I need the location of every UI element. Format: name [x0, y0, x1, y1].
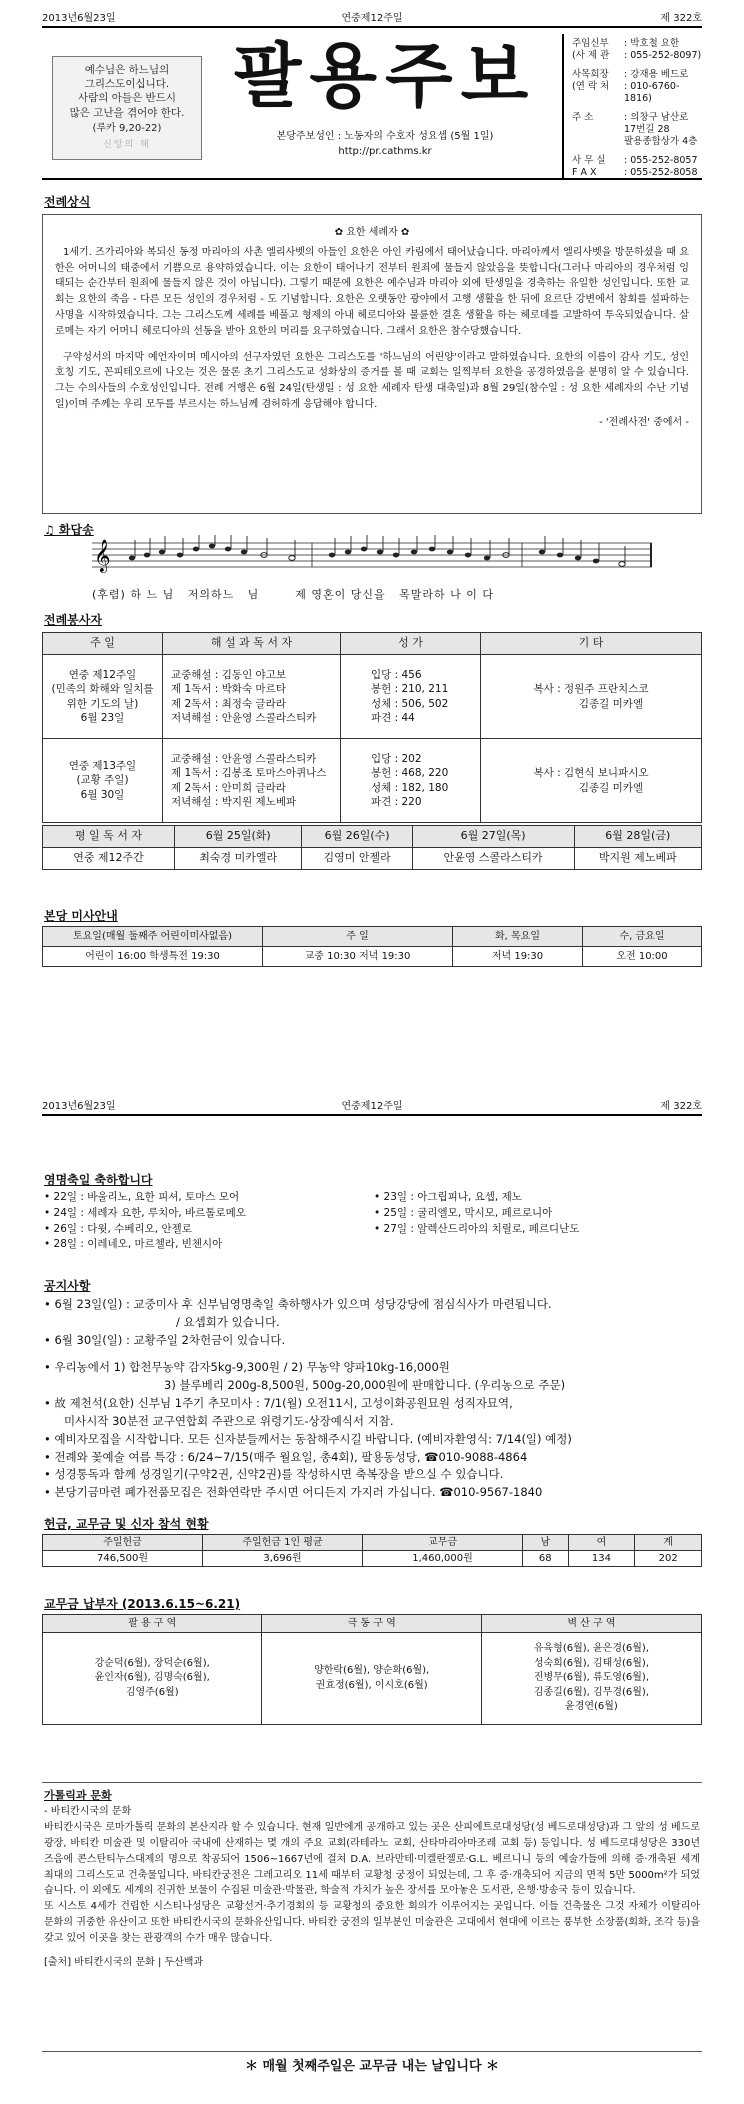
list-item: • 22일 : 바울리노, 요한 피셔, 토마스 모어 [44, 1191, 240, 1203]
table-row: 연중 제13주일 (교황 주일) 6월 30일 교중해설 : 안윤영 스콜라스티카 제 1독서 : 김봉조 토마스아퀴나스 제 2독서 : 안미희 글라라 저녁해설 : 박지원 제노베파 입당 : 202 봉헌 : 468, 220 성체 : 182, 180 파견 : 220 복사 : 김현식 보니파시오 김종길 미카엘 [43, 739, 702, 823]
notice-item: • 예비자모집을 시작합니다. 모든 신자분들께서는 동참해주시길 바랍니다. (예비자환영식: 7/14(일) 예정) [44, 1431, 572, 1446]
liturgy-heading: 전례상식 [44, 195, 91, 209]
article-paragraph: 1세기. 즈가리아와 복되신 동정 마리아의 사촌 엘리사벳의 아들인 요한은 아인 카림에서 태어났습니다. 마리아께서 엘리사벳을 방문하셨을 때 요한은 어머니의 태중에서 기쁨으로 용약하였습니다. 이는 요한이 태어나기 전부터 원죄에 물들지 않았음을 뜻합니다(그러나 마리아의 경우처럼 잉태되는 순간부터 원죄에 물들지 않은 것이 아닙니다). 그렇기 때문에 요한은 예수님과 마리아 외에 탄생일을 경축하는 유일한 성인입니다. 또한 교회는 요한의 죽음 - 다른 모든 성인의 경우처럼 - 도 기념합니다. 요한은 오랫동안 광야에서 고행 생활을 한 뒤에 요르단 강변에서 참회를 설파하는 사명을 시작하였습니다. 그는 그리스도께 세례를 베풀고 형제의 아내 헤로디아와 불륜한 결혼 생활을 하는 헤로데를 고발하여 투옥되었습니다. 살로메는 자기 어머니 헤로디아의 선동을 받아 요한의 머리를 요구하였습니다. 그래서 요한은 참수당했습니다. [55, 246, 689, 337]
info-row: 사 무 실 : 055-252-8057 [572, 154, 698, 166]
liturgy-article [42, 214, 702, 514]
column-header: 기 타 [481, 633, 702, 655]
notice-item: • 우리농에서 1) 합천무농약 감자5kg-9,300원 / 2) 무농약 양파10kg-16,000원 [44, 1360, 450, 1375]
notice-item: 3) 블루베리 200g-8,500원, 500g-20,000원에 판매합니다. (우리농으로 주문) [164, 1378, 566, 1393]
weekday-readers-table [42, 825, 702, 870]
list-item: • 25일 : 굴리엘모, 막시모, 페르로니아 [374, 1206, 553, 1219]
table-row: 746,500원 3,696원 1,460,000원 68 134 202 [43, 1551, 702, 1567]
article-subtitle: - 바티칸시국의 문화 [44, 1806, 132, 1818]
notices-list [44, 1296, 704, 1502]
article-source: [출처] 바티칸시국의 문화 | 두산백과 [44, 1956, 204, 1968]
verse-line: 예수님은 하느님의 [84, 64, 170, 76]
liturgical-week: 연중제12주일 [341, 13, 403, 24]
servers-table-wrap [42, 632, 702, 870]
article-paragraph: 바티칸시국은 로마가톨릭 문화의 본산지라 할 수 있습니다. 현재 일반에게 공개하고 있는 곳은 산피에트로대성당(성 베드로대성당)과 그 앞의 성 베드로 광장, 바티칸 미술관 및 이탈리아 국내에 산재하는 몇 개의 주요 교회(라테라노 교회, 산타마리아마조레 교회 등) 등입니다. 성 베드로대성당은 330년 즈음에 콘스탄티누스대제의 명으로 착공되어 1506~1667년에 걸쳐 D.A. 브라만테·미켈란젤로·G.L. 베르니니 등의 예술가들에 의해 증·개축된 세계 최대의 그리스도교 건축물입니다. 바티칸궁전은 그레고리오 11세 때부터 교황청 궁정이 되었는데, 그 후 증·개축되어 지금의 면적 5만 5000m²가 되었습니다. 이 외에도 세계의 진귀한 보물이 수집된 미술관·박물관, 학술적 가치가 높은 장서를 모아놓은 도서관, 은행·방송국 등이 있습니다. [44, 1822, 700, 1897]
verse-line: 많은 고난을 겪어야 한다. [69, 106, 185, 119]
article-paragraph: 또 시스토 4세가 건립한 시스티나성당은 교황선거·추기경회의 등 교황청의 중요한 회의가 이루어지는 곳입니다. 이들 건축물은 그것 자체가 이탈리아 문화의 귀중한 유산이고 또한 바티칸시국의 문화유산입니다. 바티칸 궁전의 일부분인 미술관은 고대에서 현대에 이르는 풍부한 소장품(회화, 조각 등)을 갖고 있어 이곳을 찾는 관광객의 수가 매우 많습니다. [44, 1901, 700, 1944]
dues-heading: 교무금 납부자 (2013.6.15~6.21) [44, 1597, 241, 1611]
notice-item: 미사시작 30분전 교구연합회 주관으로 위령기도-상장예식서 지참. [64, 1413, 394, 1428]
issue-number: 제 322호 [660, 13, 702, 24]
psalm-heading: ♫ 화답송 [44, 523, 94, 537]
table-header-row: 토요일(매월 둘째주 어린이미사없음) 주 일 화, 목요일 수, 금요일 [43, 927, 702, 947]
column-header: 주 일 [43, 633, 163, 655]
info-row: (연 락 처 : 010-6760-1816) [572, 81, 680, 105]
list-item: • 24일 : 세례자 요한, 루치아, 바르톨로메오 [44, 1206, 246, 1219]
article-title: ✿ 요한 세례자 ✿ [334, 227, 410, 238]
servers-table [42, 632, 702, 823]
servers-heading: 전례봉사자 [44, 613, 102, 627]
culture-article [42, 1782, 702, 2052]
notices-heading: 공지사항 [44, 1279, 91, 1293]
table-row: 강순덕(6월), 장덕순(6월), 윤인자(6월), 김명숙(6월), 김영주(6월) 양한락(6월), 양순화(6월), 권효정(6월), 이시호(6월) 유육형(6월), 윤은경(6월), 성숙희(6월), 김태성(6월), 진병무(6월), 류도영(6월), 김종길(6월), 김무경(6월), 윤경연(6월) [43, 1633, 702, 1725]
notice-item: • 6월 23일(일) : 교중미사 후 신부님영명축일 축하행사가 있으며 성당강당에 점심식사가 마련됩니다. [44, 1297, 552, 1311]
column-header: 해 설 과 독 서 자 [163, 633, 341, 655]
notice-item: • 故 제천석(요한) 신부님 1주기 추모미사 : 7/1(월) 오전11시, 고성이화공원묘원 성직자묘역, [44, 1396, 513, 1411]
column-header: 성 가 [341, 633, 481, 655]
music-staff [92, 535, 652, 585]
list-item: • 26일 : 다윗, 수베리오, 안젤로 [44, 1222, 192, 1235]
dues-table [42, 1614, 702, 1725]
article-title: 가톨릭과 문화 [44, 1789, 112, 1802]
issue-date: 2013년6월23일 [42, 1101, 116, 1112]
parish-website-link[interactable]: http://pr.cathms.kr [338, 146, 432, 157]
info-row: 사목회장 : 강재용 베드로 [572, 68, 689, 80]
verse-reference: (루카 9,20-22) [92, 122, 162, 134]
dues-wrap [42, 1614, 702, 1725]
offering-wrap [42, 1534, 702, 1567]
article-source: - '전례사전' 중에서 - [599, 416, 689, 428]
bulletin-page-1 [0, 0, 744, 1010]
mass-times-heading: 본당 미사안내 [44, 909, 118, 923]
year-of-faith-mark: 신앙의 해 [103, 140, 151, 151]
bulletin-title: 팔용주보 [233, 34, 537, 117]
mass-times-table [42, 926, 702, 967]
table-row: 연중 제12주일 (민족의 화해와 일치를 위한 기도의 날) 6월 23일 교중해설 : 김동인 야고보 제 1독서 : 박화숙 마르타 제 2독서 : 최정숙 글라라 저녁해설 : 안윤영 스콜라스티카 입당 : 456 봉헌 : 210, 211 성체 : 506, 502 파견 : 44 복사 : 정원주 프란치스코 김종길 미카엘 [43, 655, 702, 739]
list-item: • 27일 : 알렉산드리아의 치릴로, 페르디난도 [374, 1222, 580, 1235]
feast-heading: 영명축일 축하합니다 [44, 1173, 153, 1187]
liturgical-week: 연중제12주일 [341, 1101, 403, 1112]
notice-item: • 6월 30일(일) : 교황주일 2차헌금이 있습니다. [44, 1332, 286, 1347]
feast-day-list [44, 1190, 704, 1253]
info-row: F A X : 055-252-8058 [572, 167, 698, 179]
table-row: 어린이 16:00 학생특전 19:30 교중 10:30 저녁 19:30 저녁 19:30 오전 10:00 [43, 947, 702, 967]
info-row: 주임신부 : 박호철 요한 [572, 38, 680, 49]
table-header-row: 주일헌금 주일헌금 1인 평균 교무금 남 여 계 [43, 1535, 702, 1551]
offering-table [42, 1534, 702, 1567]
notice-item: • 본당기금마련 폐가전품모집은 전화연락만 주시면 어디든지 가지러 가십니다. ☎010-9567-1840 [44, 1485, 543, 1500]
parish-contact-info [562, 34, 702, 178]
list-item: • 28일 : 이레네오, 마르첼라, 빈첸시아 [44, 1238, 223, 1251]
notice-item: • 전례와 꽃예술 여름 특강 : 6/24~7/15(매주 월요일, 총4회), 팔용동성당, ☎010-9088-4864 [44, 1449, 528, 1464]
mass-times-wrap [42, 926, 702, 967]
footer-reminder: ＊ 매월 첫째주일은 교무금 내는 날입니다 ＊ [244, 2059, 500, 2074]
verse-line: 그리스도이십니다. [84, 78, 170, 91]
issue-number: 제 322호 [660, 1101, 702, 1112]
masthead [42, 34, 702, 180]
patron-saint: 본당주보성인 : 노동자의 수호자 성요셉 (5월 1일) [276, 131, 494, 142]
psalm-lyrics: (후렴) 하 느 님 저의하느 님 제 영혼이 당신을 목말라하 나 이 다 [92, 588, 495, 601]
info-row: 17번길 28 [624, 124, 670, 136]
list-item: • 23일 : 아그립피나, 요셉, 제노 [374, 1191, 522, 1203]
page-header [42, 1100, 702, 1116]
weekly-verse-box [52, 56, 202, 160]
article-paragraph: 구약성서의 마지막 예언자이며 메시아의 선구자였던 요한은 그리스도를 '하느님의 어린양'이라고 말하였습니다. 요한의 이름이 감사 기도, 성인호칭 기도, 꼰피테오르에 나오는 것은 물론 초기 그리스도교 성화상의 증거를 볼 때 교회는 일찍부터 요한을 공경하였음을 분명히 알 수 있습니다. 그는 수의사들의 수호성인입니다. 전례 거행은 6월 24일(탄생일 : 성 요한 세례자 탄생 대축일)과 8월 29일(참수일 : 성 요한 세례자의 수난 기념일)이며 주께는 우리 모두를 부르시는 하느님께 겸허하게 응답해야 합니다. [55, 351, 689, 410]
info-row: 주 소 : 의창구 남산로 [572, 111, 689, 123]
offering-heading: 헌금, 교무금 및 신자 참석 현황 [44, 1517, 209, 1531]
table-header-row: 평 일 독 서 자 6월 25일(화) 6월 26일(수) 6월 27일(목) 6월 28일(금) [43, 826, 702, 848]
page-header [42, 12, 702, 28]
issue-date: 2013년6월23일 [42, 13, 116, 24]
info-row: 팔용종합상가 4층 [624, 136, 698, 148]
treble-clef-icon: 𝄞 [94, 539, 111, 572]
notice-item: • 성경통독과 함께 성경일기(구약2권, 신약2권)를 작성하시면 축복장을 받으실 수 있습니다. [44, 1467, 504, 1482]
table-header-row [43, 633, 702, 655]
table-row: 연중 제12주간 최숙경 미카엘라 김영미 안젤라 안윤영 스콜라스티카 박지원 제노베파 [43, 848, 702, 870]
info-row: (사 제 관 : 055-252-8097) [572, 50, 702, 62]
table-header-row: 팔 용 구 역 극 동 구 역 벽 산 구 역 [43, 1615, 702, 1633]
notice-item: / 요셉회가 있습니다. [176, 1314, 280, 1329]
verse-line: 사람의 아들은 반드시 [78, 92, 176, 105]
